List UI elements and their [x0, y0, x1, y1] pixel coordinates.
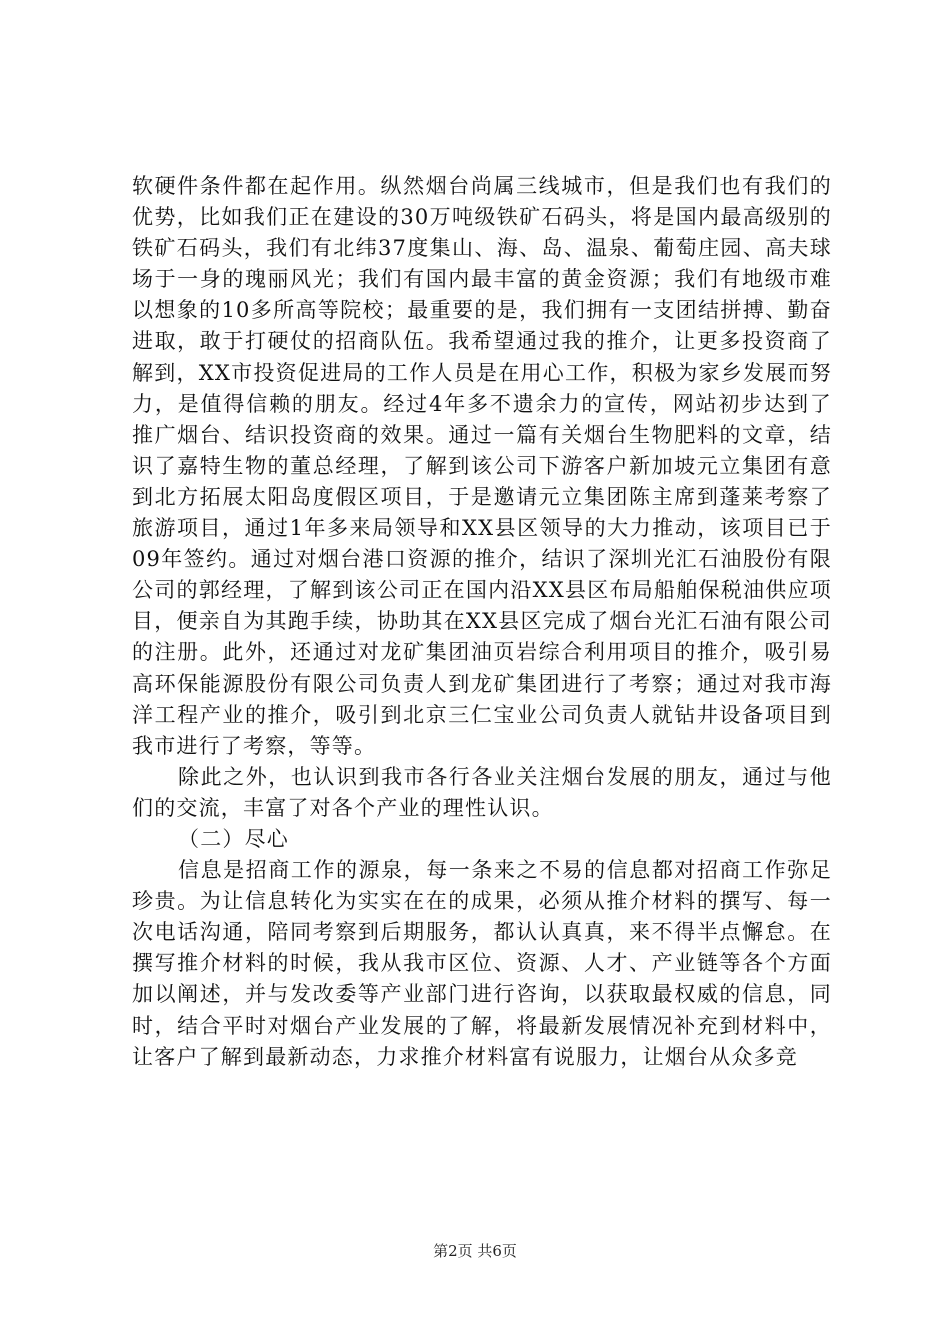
section-heading: （二）尽心 — [178, 826, 289, 851]
document-body — [132, 171, 832, 1073]
body-paragraph: 除此之外，也认识到我市各行各业关注烟台发展的朋友，通过与他们的交流，丰富了对各个产业的理性认识。 — [132, 764, 832, 820]
body-paragraph: 信息是招商工作的源泉，每一条来之不易的信息都对招商工作弥足珍贵。为让信息转化为实实在在的成果，必须从推介材料的撰写、每一次电话沟通，陪同考察到后期服务，都认认真真，来不得半点懈怠。在撰写推介材料的时候，我从我市区位、资源、人才、产业链等各个方面加以阐述，并与发改委等产业部门进行咨询，以获取最权威的信息，同时，结合平时对烟台产业发展的了解，将最新发展情况补充到材料中，让客户了解到最新动态，力求推介材料富有说服力，让烟台从众多竞 — [132, 858, 832, 1069]
body-paragraph: 软硬件条件都在起作用。纵然烟台尚属三线城市，但是我们也有我们的优势，比如我们正在建设的30万吨级铁矿石码头，将是国内最高级别的铁矿石码头，我们有北纬37度集山、海、岛、温泉、葡萄庄园、高夫球场于一身的瑰丽风光；我们有国内最丰富的黄金资源；我们有地级市难以想象的10多所高等院校；最重要的是，我们拥有一支团结拼搏、勤奋进取，敢于打硬仗的招商队伍。我希望通过我的推介，让更多投资商了解到，XX市投资促进局的工作人员是在用心工作，积极为家乡发展而努力，是值得信赖的朋友。经过4年多不遗余力的宣传，网站初步达到了推广烟台、结识投资商的效果。通过一篇有关烟台生物肥料的文章，结识了嘉特生物的董总经理，了解到该公司下游客户新加坡元立集团有意到北方拓展太阳岛度假区项目，于是邀请元立集团陈主席到蓬莱考察了旅游项目，通过1年多来局领导和XX县区领导的大力推动，该项目已于09年签约。通过对烟台港口资源的推介，结识了深圳光汇石油股份有限公司的郭经理，了解到该公司正在国内沿XX县区布局船舶保税油供应项目，便亲自为其跑手续，协助其在XX县区完成了烟台光汇石油有限公司的注册。此外，还通过对龙矿集团油页岩综合利用项目的推介，吸引易高环保能源股份有限公司负责人到龙矿集团进行了考察；通过对我市海洋工程产业的推介，吸引到北京三仁宝业公司负责人就钻井设备项目到我市进行了考察，等等。 — [132, 174, 832, 758]
page-number-footer: 第2页 共6页 — [433, 1242, 517, 1260]
